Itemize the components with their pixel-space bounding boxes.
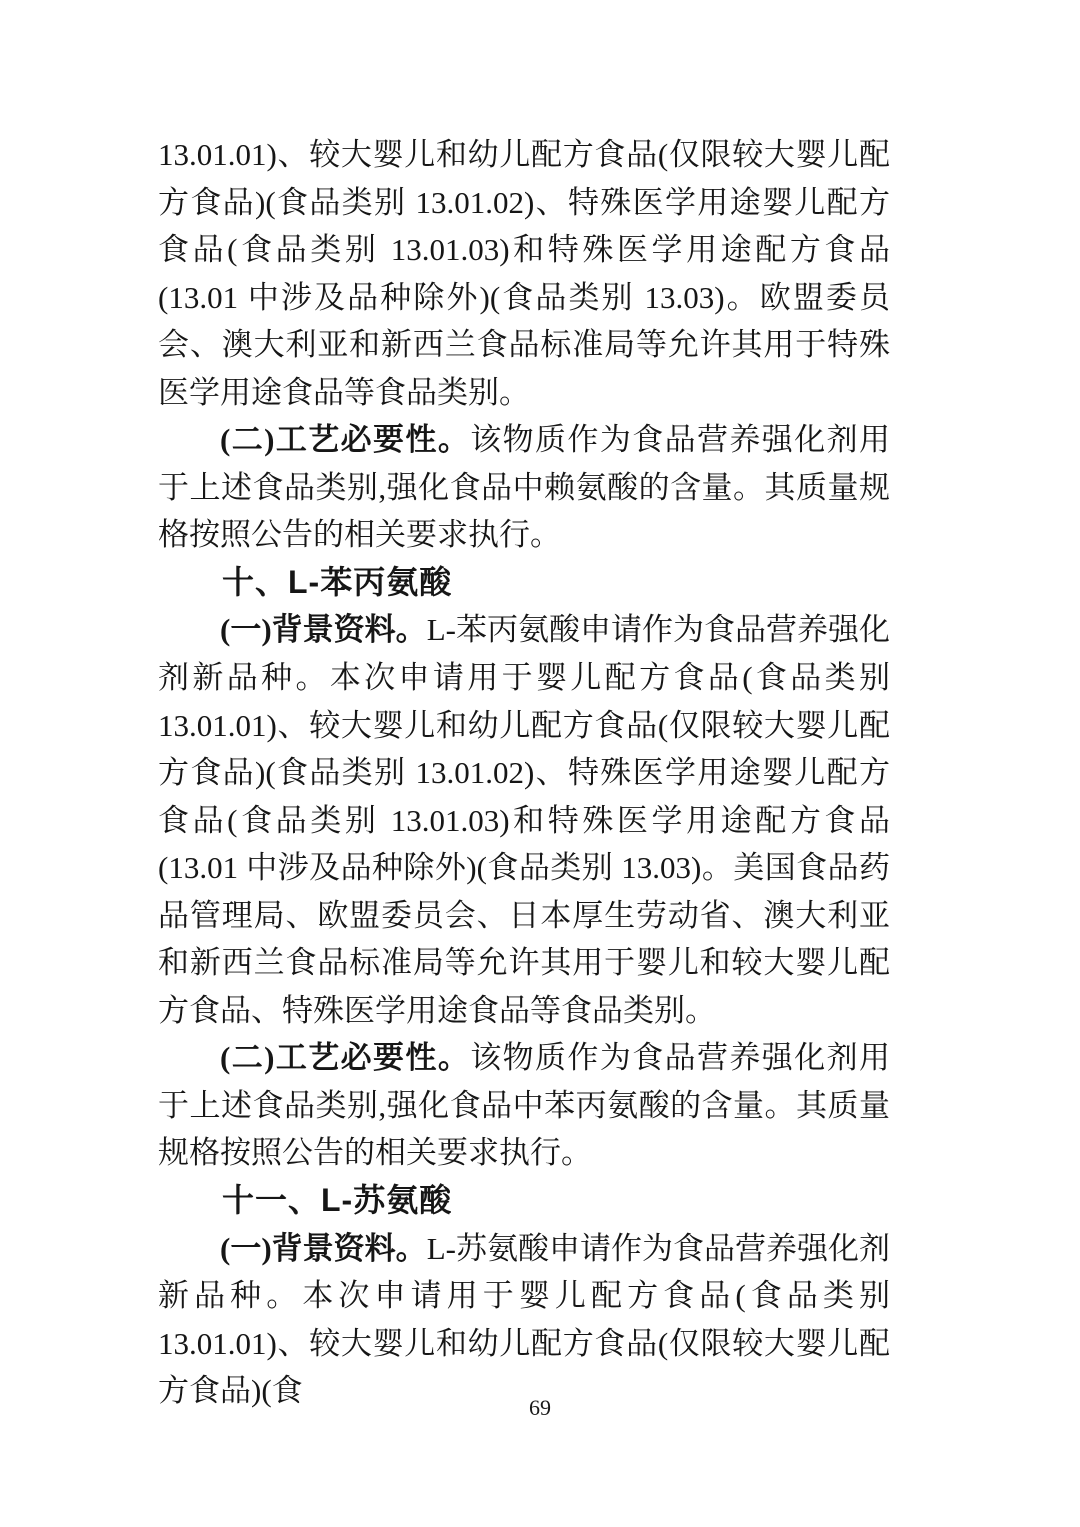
paragraph-continuation xyxy=(158,131,890,416)
paragraph-process-necessity-lysine xyxy=(158,416,890,559)
paragraph-text: 该物质作为食品营养强化剂用于上述食品类别,强化食品中赖氨酸的含量。其质量规格按照公告的相关要求执行。 xyxy=(158,422,891,553)
paragraph-background-threonine xyxy=(158,1225,890,1415)
paragraph-text: 该物质作为食品营养强化剂用于上述食品类别,强化食品中苯丙氨酸的含量。其质量规格按照公告的相关要求执行。 xyxy=(158,1040,891,1171)
heading-text: 十一、L-苏氨酸 xyxy=(222,1182,453,1219)
section-heading-phenylalanine xyxy=(158,559,890,607)
paragraph-process-necessity-phenylalanine xyxy=(158,1034,890,1177)
heading-text: 十、L-苯丙氨酸 xyxy=(222,563,453,600)
paragraph-lead: (二)工艺必要性。 xyxy=(220,422,471,458)
section-heading-threonine xyxy=(158,1177,890,1225)
paragraph-text: L-苏氨酸申请作为食品营养强化剂新品种。本次申请用于婴儿配方食品(食品类别 13.01.01)、较大婴儿和幼儿配方食品(仅限较大婴儿配方食品)(食 xyxy=(158,1230,890,1409)
paragraph-lead: (二)工艺必要性。 xyxy=(220,1040,471,1076)
paragraph-lead: (一)背景资料。 xyxy=(220,1230,427,1266)
text-block xyxy=(158,131,890,1415)
paragraph-lead: (一)背景资料。 xyxy=(220,612,427,648)
paragraph-background-phenylalanine xyxy=(158,606,890,1034)
paragraph-text: 13.01.01)、较大婴儿和幼儿配方食品(仅限较大婴儿配方食品)(食品类别 13.01.02)、特殊医学用途婴儿配方食品(食品类别 13.01.03)和特殊医学用途配方食品(13.01 中涉及品种除外)(食品类别 13.03)。欧盟委员会、澳大利亚和新西兰食品标准局等允许其用于特殊医学用途食品等食品类别。 xyxy=(158,137,890,410)
paragraph-text: L-苯丙氨酸申请作为食品营养强化剂新品种。本次申请用于婴儿配方食品(食品类别 13.01.01)、较大婴儿和幼儿配方食品(仅限较大婴儿配方食品)(食品类别 13.01.02)、特殊医学用途婴儿配方食品(食品类别 13.01.03)和特殊医学用途配方食品(13.01 中涉及品种除外)(食品类别 13.03)。美国食品药品管理局、欧盟委员会、日本厚生劳动省、澳大利亚和新西兰食品标准局等允许其用于婴儿和较大婴儿配方食品、特殊医学用途食品等食品类别。 xyxy=(158,612,890,1028)
page-number: 69 xyxy=(529,1395,551,1420)
